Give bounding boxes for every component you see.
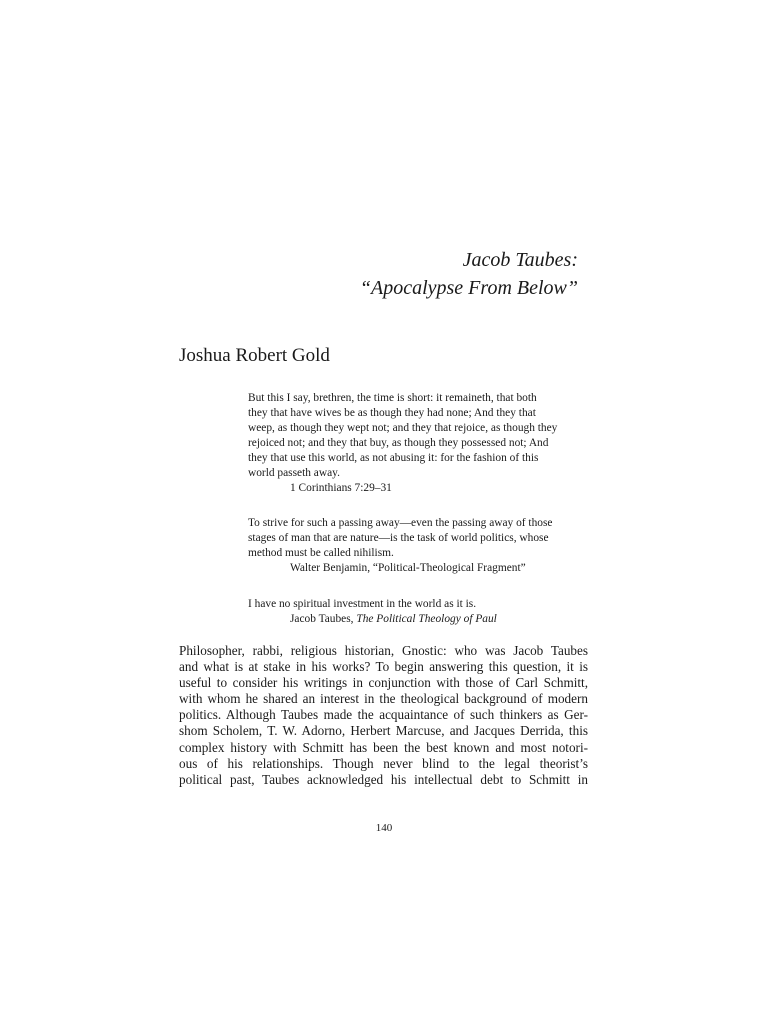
body-line: ous of his relationships. Though never blind to the legal theorist’s [179,755,588,771]
epigraph-line: stages of man that are nature—is the task of world politics, whose [248,532,549,544]
epigraph-corinthians [248,391,588,496]
page-number: 140 [375,822,393,834]
epigraph-taubes [248,597,588,627]
epigraph-line: weep, as though they wept not; and they that rejoice, as though they [248,422,558,434]
epigraph-line: rejoiced not; and they that buy, as though they possessed not; And [248,437,549,449]
body-line: political past, Taubes acknowledged his intellectual debt to Schmitt in [179,771,588,787]
epigraph-line: world passeth away. [248,467,340,479]
epigraph-line: they that use this world, as not abusing it: for the fashion of this [248,452,539,464]
attribution-author: Jacob Taubes, [290,613,357,625]
body-line: politics. Although Taubes made the acquaintance of such thinkers as Ger- [179,707,588,723]
epigraph-attribution: Walter Benjamin, “Political-Theological Fragment” [290,562,526,574]
body-line: Philosopher, rabbi, religious historian, Gnostic: who was Jacob Taubes [179,643,588,658]
body-line: useful to consider his writings in conjunction with those of Carl Schmitt, [179,675,588,691]
epigraph-attribution: 1 Corinthians 7:29–31 [290,482,392,494]
body-line: shom Scholem, T. W. Adorno, Herbert Marcuse, and Jacques Derrida, this [179,723,588,739]
epigraph-line: method must be called nihilism. [248,547,394,559]
epigraph-line: But this I say, brethren, the time is short: it remaineth, that both [248,392,537,404]
epigraph-line: they that have wives be as though they had none; And they that [248,407,536,419]
body-line: with whom he shared an interest in the theological background of modern [179,691,588,707]
attribution-book-title: The Political Theology of Paul [356,613,497,625]
epigraph-attribution [248,612,588,627]
article-title-line-2: “Apocalypse From Below” [359,277,578,299]
body-line: complex history with Schmitt has been the best known and most notori- [179,739,588,755]
epigraph-benjamin [248,516,588,576]
article-title-line-1: Jacob Taubes: [462,249,578,271]
author-name: Joshua Robert Gold [179,345,330,366]
article-title [360,246,578,302]
body-line: and what is at stake in his works? To begin answering this question, it is [179,659,588,675]
epigraph-line: I have no spiritual investment in the world as it is. [248,598,477,610]
body-paragraph [179,643,588,788]
epigraph-line: To strive for such a passing away—even the passing away of those [248,517,553,529]
